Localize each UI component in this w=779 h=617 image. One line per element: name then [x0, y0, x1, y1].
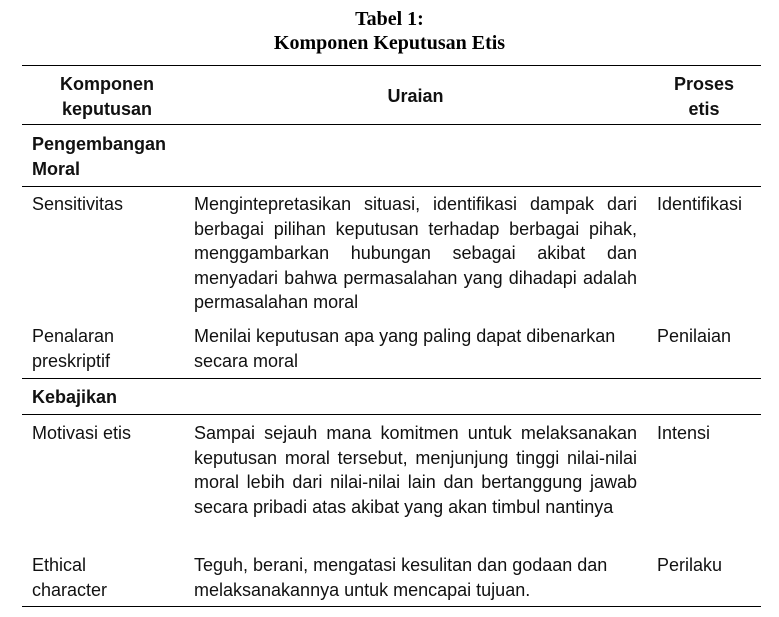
header-process	[650, 72, 758, 121]
header-process-line2: etis	[688, 98, 720, 119]
section-title-line2: Moral	[32, 158, 81, 179]
row-component-line2: character	[32, 579, 108, 600]
row-process: Perilaku	[657, 555, 723, 575]
row-process: Identifikasi	[657, 194, 743, 214]
row-component-line1: Penalaran	[32, 326, 115, 346]
header-component	[32, 72, 182, 121]
section-rule	[22, 414, 761, 415]
row-component-line2: preskriptif	[32, 350, 111, 371]
section-title-virtue: Kebajikan	[32, 387, 118, 407]
section-rule	[22, 186, 761, 187]
header-description: Uraian	[387, 86, 444, 106]
header-process-line1: Proses	[673, 74, 735, 94]
section-title-moral-development	[32, 132, 192, 181]
caption-table-number: Tabel 1:	[355, 8, 424, 30]
header-component-line1: Komponen	[60, 74, 154, 94]
row-component: Sensitivitas	[32, 194, 124, 214]
row-process: Penilaian	[657, 326, 732, 346]
table-bottom-rule	[22, 606, 761, 607]
row-description: Sampai sejauh mana komitmen untuk melaksanakan keputusan moral tersebut, menjunjung tinggi nilai-nilai moral lebih dari nilai-nilai lain dan bertanggung jawab secara pribadi atas akibat yang akan timbul nantinya	[194, 423, 637, 517]
row-component-line1: Ethical	[32, 555, 87, 575]
header-component-line2: keputusan	[61, 98, 153, 119]
table-top-rule	[22, 65, 761, 66]
row-description: Mengintepretasikan situasi, identifikasi dampak dari berbagai pilihan keputusan terhadap berbagai pihak, menggambarkan hubungan sebagai akibat dan menyadari bahwa permasalahan yang dihadapi adalah permasalahan moral	[194, 194, 637, 312]
row-component	[32, 553, 182, 602]
section-rule	[22, 378, 761, 379]
row-process: Intensi	[657, 423, 711, 443]
row-component	[32, 324, 182, 373]
row-component: Motivasi etis	[32, 423, 132, 443]
section-title-line1: Pengembangan	[32, 134, 167, 154]
row-description: Teguh, berani, mengatasi kesulitan dan godaan dan melaksanakannya untuk mencapai tujuan.	[194, 555, 608, 600]
row-description: Menilai keputusan apa yang paling dapat dibenarkan secara moral	[194, 326, 616, 371]
header-bottom-rule	[22, 124, 761, 125]
caption-table-title: Komponen Keputusan Etis	[273, 32, 506, 54]
